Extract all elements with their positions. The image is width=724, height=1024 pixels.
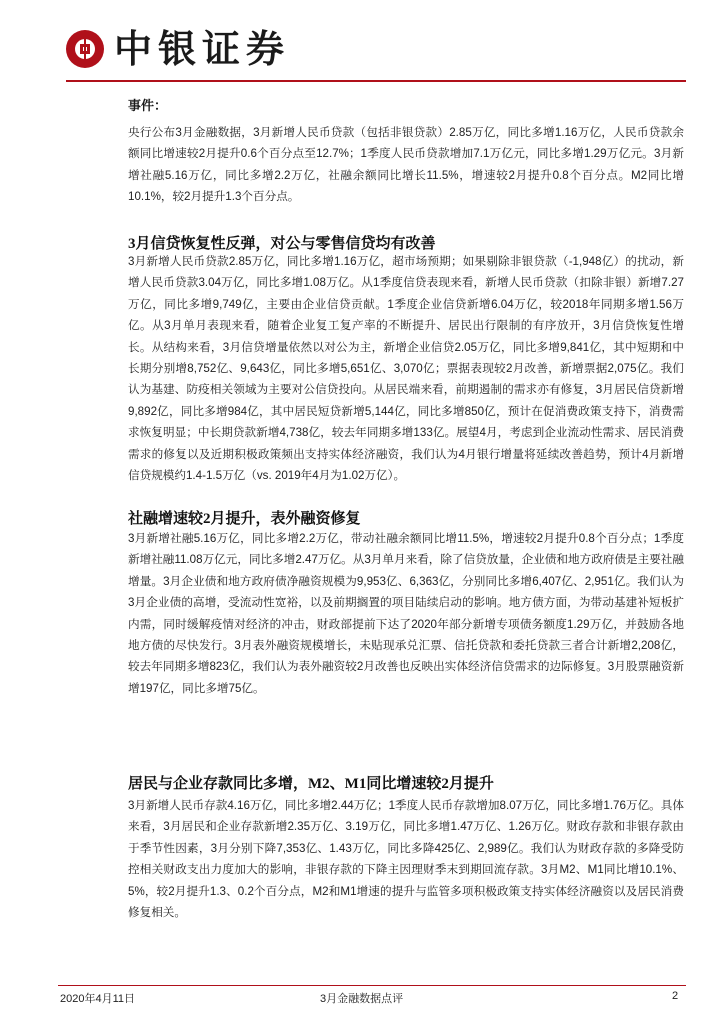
bank-logo-icon xyxy=(66,30,104,68)
event-heading: 事件： xyxy=(128,99,168,114)
section-body-social-financing: 3月新增社融5.16万亿，同比多增2.2万亿，带动社融余额同比增11.5%，增速较2月提升0.8个百分点；1季度新增社融11.08万亿元，同比多增2.47万亿。从3月单月来看，除了信贷放量，企业债和地方政府债是主要社融增量。3月企业债和地方政府债净融资规模为9,953亿、6,363亿，分别同比多增6,407亿、2,951亿。我们认为3月企业债的高增，受流动性宽裕，以及前期搁置的项目陆续启动的影响。地方债方面，为带动基建补短板扩内需，同时缓解疫情对经济的冲击，财政部提前下达了2020年部分新增专项债务额度1.29万亿，并鼓励各地地方债的尽快发行。3月表外融资规模增长，未贴现承兑汇票、信托贷款和委托贷款三者合计新增2,208亿，较去年同期多增823亿，我们认为表外融资较2月改善也反映出实体经济信贷需求的边际修复。3月股票融资新增197亿，同比多增75亿。 xyxy=(128,532,684,695)
page-number: 2 xyxy=(672,990,679,1002)
section-body-deposits: 3月新增人民币存款4.16万亿，同比多增2.44万亿；1季度人民币存款增加8.07万亿，同比多增1.76万亿。具体来看，3月居民和企业存款新增2.35万亿、3.19万亿，同比多增1.47万亿、1.26万亿。财政存款和非银存款由于季节性因素，3月分别下降7,353亿、1.43万亿，同比多降425亿、2,989亿。我们认为财政存款的多降受防控相关财政支出力度加大的影响，非银存款的下降主因理财季末到期回流存款。3月M2、M1同比增10.1%、5%，较2月提升1.3、0.2个百分点，M2和M1增速的提升与监管多项积极政策支持实体经济融资以及居民消费修复相关。 xyxy=(128,799,684,920)
footer-doc-title: 3月金融数据点评 xyxy=(320,993,404,1005)
section-title-social-financing: 社融增速较2月提升，表外融资修复 xyxy=(128,511,361,527)
section-title-deposits: 居民与企业存款同比多增，M2、M1同比增速较2月提升 xyxy=(128,776,494,792)
page-header xyxy=(0,0,724,82)
footer-date: 2020年4月11日 xyxy=(60,993,136,1005)
section-body-credit: 3月新增人民币贷款2.85万亿，同比多增1.16万亿，超市场预期；如果剔除非银贷款（-1,948亿）的扰动，新增人民币贷款3.04万亿，同比多增1.08万亿。从1季度信贷表现来看，新增人民币贷款（扣除非银）新增7.27万亿，同比多增9,749亿，主要由企业信贷贡献。1季度企业信贷新增6.04万亿，较2018年同期多增1.56万亿。从3月单月表现来看，随着企业复工复产率的不断提升、居民出行限制的有序放开，3月信贷恢复性增长。从结构来看，3月信贷增量依然以对公为主，新增企业信贷2.05万亿，同比多增9,841亿，其中短期和中长期分别增8,752亿、9,643亿，同比多增5,651亿、3,070亿；票据表现较2月改善，新增票据2,075亿。我们认为基建、防疫相关领域为主要对公信贷投向。从居民端来看，前期遏制的需求亦有修复，3月居民信贷新增9,892亿，同比多增984亿，其中居民短贷新增5,144亿，同比多增850亿，预计在促消费政策支持下，消费需求恢复明显；中长期贷款新增4,738亿，较去年同期多增133亿。展望4月，考虑到企业流动性需求、居民消费需求的修复以及近期积极政策频出支持实体经济融资，我们认为4月银行增量将延续改善趋势，预计4月新增信贷规模约1.4-1.5万亿（vs. 2019年4月为1.02万亿）。 xyxy=(128,255,684,483)
section-title-credit: 3月信贷恢复性反弹，对公与零售信贷均有改善 xyxy=(128,236,436,252)
brand-name: 中银证券 xyxy=(114,26,291,71)
event-paragraph: 央行公布3月金融数据，3月新增人民币贷款（包括非银贷款）2.85万亿，同比多增1.16万亿，人民币贷款余额同比增速较2月提升0.6个百分点至12.7%；1季度人民币贷款增加7.1万亿元，同比多增1.29万亿元。3月新增社融5.16万亿，同比多增2.2万亿，社融余额同比增长11.5%，增速较2月提升0.8个百分点。M2同比增10.1%，较2月提升1.3个百分点。 xyxy=(128,126,684,204)
footer-divider xyxy=(58,985,686,986)
header-divider xyxy=(66,80,686,82)
